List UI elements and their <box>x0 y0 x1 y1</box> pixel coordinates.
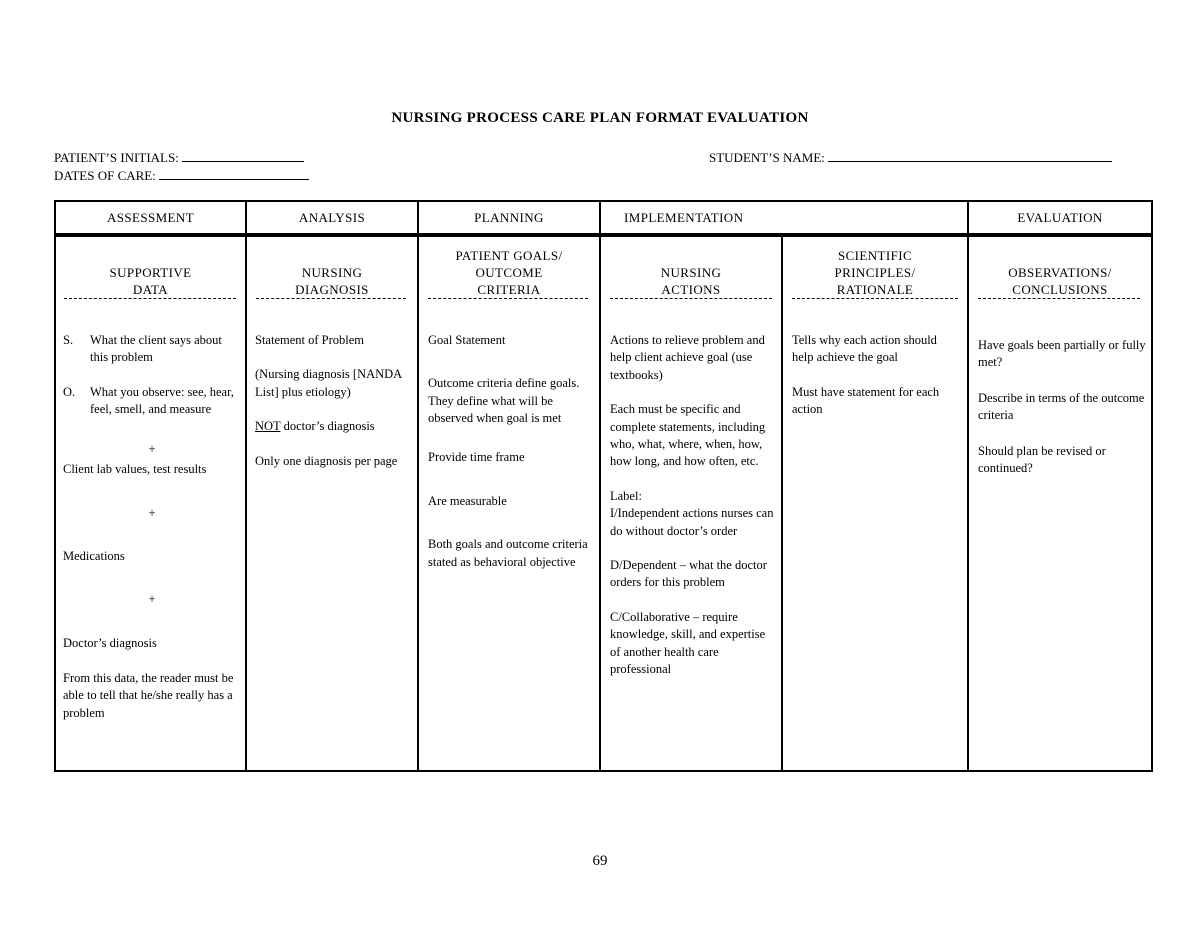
time-frame-text: Provide time frame <box>428 449 525 464</box>
student-name-label: STUDENT’S NAME: <box>709 150 825 165</box>
subheader-nursing-actions: NURSING ACTIONS <box>660 265 722 297</box>
dates-of-care-field <box>54 167 309 184</box>
subheader-scientific-principles: SCIENTIFIC PRINCIPLES/ RATIONALE <box>834 248 916 297</box>
column-divider <box>781 237 783 770</box>
rationale-content <box>792 332 960 419</box>
medications-text: Medications <box>63 548 125 563</box>
rationale-must-text: Must have statement for each action <box>792 384 940 417</box>
header-divider <box>56 233 1151 237</box>
dashed-separator <box>978 298 1140 299</box>
student-name-blank <box>828 149 1112 162</box>
dependent-text: D/Dependent – what the doctor orders for this problem <box>610 558 767 590</box>
dates-of-care-label: DATES OF CARE: <box>54 168 156 183</box>
assessment-conclusion-text: From this data, the reader must be able to tell that he/she really has a problem <box>63 671 234 720</box>
header-assessment: ASSESSMENT <box>106 210 195 225</box>
independent-text: I/Independent actions nurses can do without doctor’s order <box>610 506 774 538</box>
behavioral-objective-text: Both goals and outcome criteria stated as behavioral objective <box>428 537 588 569</box>
lab-values-text: Client lab values, test results <box>63 462 207 477</box>
revise-plan-text: Should plan be revised or continued? <box>978 443 1106 476</box>
label-title: Label: <box>610 488 642 503</box>
header-evaluation: EVALUATION <box>1017 210 1103 225</box>
subheader-patient-goals: PATIENT GOALS/ OUTCOME CRITERIA <box>455 248 563 297</box>
statement-of-problem: Statement of Problem <box>255 333 365 347</box>
plus-sign: + <box>148 506 156 521</box>
specific-statements-text: Each must be specific and complete statements, including who, what, where, when, how, how long, and how often, etc. <box>610 402 766 469</box>
nanda-text: (Nursing diagnosis [NANDA List] plus etiology) <box>255 367 402 399</box>
nursing-actions-content <box>610 332 776 679</box>
collaborative-text: C/Collaborative – require knowledge, skill, and expertise of another health care professional <box>610 609 766 677</box>
objective-item: O. What you observe: see, hear, feel, smell, and measure <box>63 384 234 417</box>
outcome-criteria-text: Outcome criteria define goals. They define what will be observed when goal is met <box>428 376 580 426</box>
rationale-why-text: Tells why each action should help achieve the goal <box>792 333 937 365</box>
describe-outcome-text: Describe in terms of the outcome criteria <box>978 390 1145 423</box>
dashed-separator <box>428 298 588 299</box>
care-plan-table <box>54 200 1153 772</box>
relieve-problem-text: Actions to relieve problem and help client achieve goal (use textbooks) <box>610 333 765 382</box>
dashed-separator <box>256 298 406 299</box>
dashed-separator <box>64 298 236 299</box>
plus-sign: + <box>148 441 156 456</box>
page-title: NURSING PROCESS CARE PLAN FORMAT EVALUATION <box>391 110 809 126</box>
subheader-nursing-diagnosis: NURSING DIAGNOSIS <box>295 265 369 297</box>
patient-initials-field <box>54 149 304 166</box>
header-analysis: ANALYSIS <box>298 210 366 225</box>
goal-statement: Goal Statement <box>428 333 506 347</box>
doctors-diagnosis-text: Doctor’s diagnosis <box>63 635 157 650</box>
dashed-separator <box>610 298 772 299</box>
measurable-text: Are measurable <box>428 494 507 509</box>
planning-content <box>428 332 592 571</box>
one-diagnosis-text: Only one diagnosis per page <box>255 453 398 468</box>
patient-initials-blank <box>182 149 304 162</box>
subheader-observations: OBSERVATIONS/ CONCLUSIONS <box>1008 265 1112 297</box>
plus-sign: + <box>148 592 156 607</box>
not-doctors-diagnosis: NOT doctor’s diagnosis <box>255 419 375 434</box>
goals-met-text: Have goals been partially or fully met? <box>978 338 1146 370</box>
patient-initials-label: PATIENT’S INITIALS: <box>54 150 179 165</box>
subjective-item: S. What the client says about this problem <box>63 333 222 365</box>
evaluation-content <box>978 337 1146 477</box>
student-name-field <box>709 149 1112 166</box>
assessment-content <box>63 332 241 722</box>
page-number: 69 <box>592 853 608 869</box>
header-planning: PLANNING <box>474 210 544 225</box>
subheader-supportive-data: SUPPORTIVE DATA <box>109 265 192 297</box>
header-implementation: IMPLEMENTATION <box>624 210 744 225</box>
dashed-separator <box>792 298 958 299</box>
analysis-content <box>255 332 409 470</box>
dates-of-care-blank <box>159 167 309 180</box>
